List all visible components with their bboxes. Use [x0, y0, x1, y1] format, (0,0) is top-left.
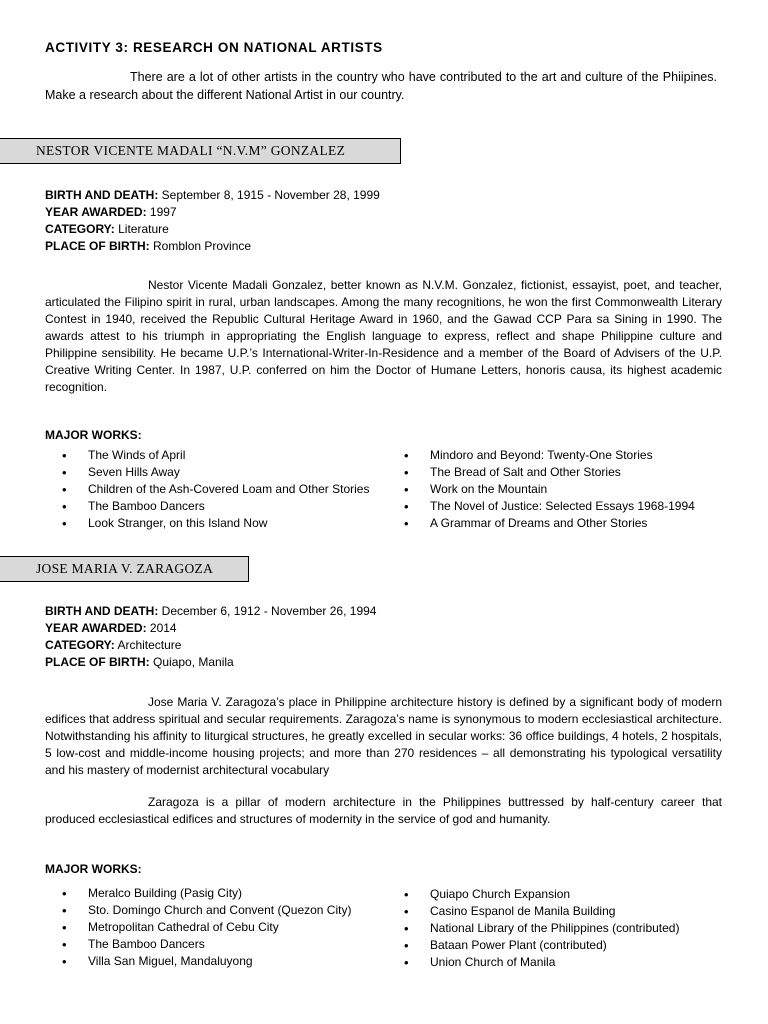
artist-facts	[45, 603, 376, 671]
major-works-list-left	[62, 447, 369, 532]
major-works-list-right	[404, 886, 679, 971]
list-item: • Sto. Domingo Church and Convent (Quezon City)	[62, 902, 351, 919]
list-item: • The Bamboo Dancers	[62, 498, 369, 515]
place-of-birth-value: Romblon Province	[153, 239, 252, 253]
activity-title: ACTIVITY 3: RESEARCH ON NATIONAL ARTISTS	[45, 40, 383, 55]
birth-death-label: BIRTH AND DEATH:	[45, 604, 159, 618]
list-item: • Children of the Ash-Covered Loam and Other Stories	[62, 481, 369, 498]
birth-death-value: December 6, 1912 - November 26, 1994	[161, 604, 377, 618]
list-item: • Mindoro and Beyond: Twenty-One Stories	[404, 447, 695, 464]
year-awarded-value: 2014	[149, 621, 177, 635]
major-works-list-right	[404, 447, 695, 532]
artist-biography: Jose Maria V. Zaragoza’s place in Philippine architecture history is defined by a significant body of modern edifices that address spiritual and secular requirements. Zaragoza’s name is synonymous to modern ecclesiastical architecture. Notwithstanding his affinity to liturgical structures, he greatly excelled in secular works: 36 office buildings, 4 hotels, 2 hospitals, 5 low-cost and middle-income housing projects; and more than 270 residences – all demonstrating his typological versatility and his mastery of modernist architectural vocabulary	[45, 695, 722, 777]
list-item: • Villa San Miguel, Mandaluyong	[62, 953, 351, 970]
place-of-birth-value: Quiapo, Manila	[153, 655, 234, 669]
list-item: • Look Stranger, on this Island Now	[62, 515, 369, 532]
intro-paragraph: There are a lot of other artists in the country who have contributed to the art and culture of the Phiipines. Make a research about the different National Artist in our country.	[45, 70, 717, 102]
list-item: • Work on the Mountain	[404, 481, 695, 498]
list-item: • The Winds of April	[62, 447, 369, 464]
major-works-label: MAJOR WORKS:	[45, 428, 142, 442]
list-item: • Meralco Building (Pasig City)	[62, 885, 351, 902]
major-works-label: MAJOR WORKS:	[45, 862, 142, 876]
year-awarded-label: YEAR AWARDED:	[45, 621, 147, 635]
artist-biography: Nestor Vicente Madali Gonzalez, better known as N.V.M. Gonzalez, fictionist, essayist, poet, and teacher, articulated the Filipino spirit in rural, urban landscapes. Among the many recognitions, he won the first Commonwealth Literary Contest in 1940, received the Republic Cultural Heritage Award in 1960, and the Gawad CCP Para sa Sining in 1990. The awards attest to his triumph in appropriating the English language to express, reflect and shape Philippine culture and Philippine sensibility. He became U.P.’s International-Writer-In-Residence and a member of the Board of Advisers of the U.P. Creative Writing Center. In 1987, U.P. conferred on him the Doctor of Humane Letters, honoris causa, its highest academic recognition.	[45, 278, 722, 394]
list-item: • Seven Hills Away	[62, 464, 369, 481]
category-label: CATEGORY:	[45, 638, 115, 652]
major-works-list-left	[62, 885, 351, 970]
year-awarded-label: YEAR AWARDED:	[45, 205, 147, 219]
list-item: • The Bamboo Dancers	[62, 936, 351, 953]
artist-facts	[45, 187, 380, 255]
list-item: • The Novel of Justice: Selected Essays 1968-1994	[404, 498, 695, 515]
category-value: Literature	[118, 222, 169, 236]
artist-name-header: JOSE MARIA V. ZARAGOZA	[0, 556, 249, 582]
list-item: • Union Church of Manila	[404, 954, 679, 971]
list-item: • The Bread of Salt and Other Stories	[404, 464, 695, 481]
place-of-birth-label: PLACE OF BIRTH:	[45, 655, 150, 669]
category-value: Architecture	[117, 638, 182, 652]
place-of-birth-label: PLACE OF BIRTH:	[45, 239, 150, 253]
artist-name-header: NESTOR VICENTE MADALI “N.V.M” GONZALEZ	[0, 138, 401, 164]
list-item: • A Grammar of Dreams and Other Stories	[404, 515, 695, 532]
list-item: • Metropolitan Cathedral of Cebu City	[62, 919, 351, 936]
list-item: • Quiapo Church Expansion	[404, 886, 679, 903]
list-item: • Casino Espanol de Manila Building	[404, 903, 679, 920]
list-item: • National Library of the Philippines (contributed)	[404, 920, 679, 937]
category-label: CATEGORY:	[45, 222, 115, 236]
year-awarded-value: 1997	[149, 205, 177, 219]
list-item: • Bataan Power Plant (contributed)	[404, 937, 679, 954]
birth-death-label: BIRTH AND DEATH:	[45, 188, 159, 202]
artist-biography-2: Zaragoza is a pillar of modern architecture in the Philippines buttressed by half-century career that produced ecclesiastical edifices and structures of modernity in the service of god and humanity.	[45, 795, 722, 826]
birth-death-value: September 8, 1915 - November 28, 1999	[161, 188, 380, 202]
